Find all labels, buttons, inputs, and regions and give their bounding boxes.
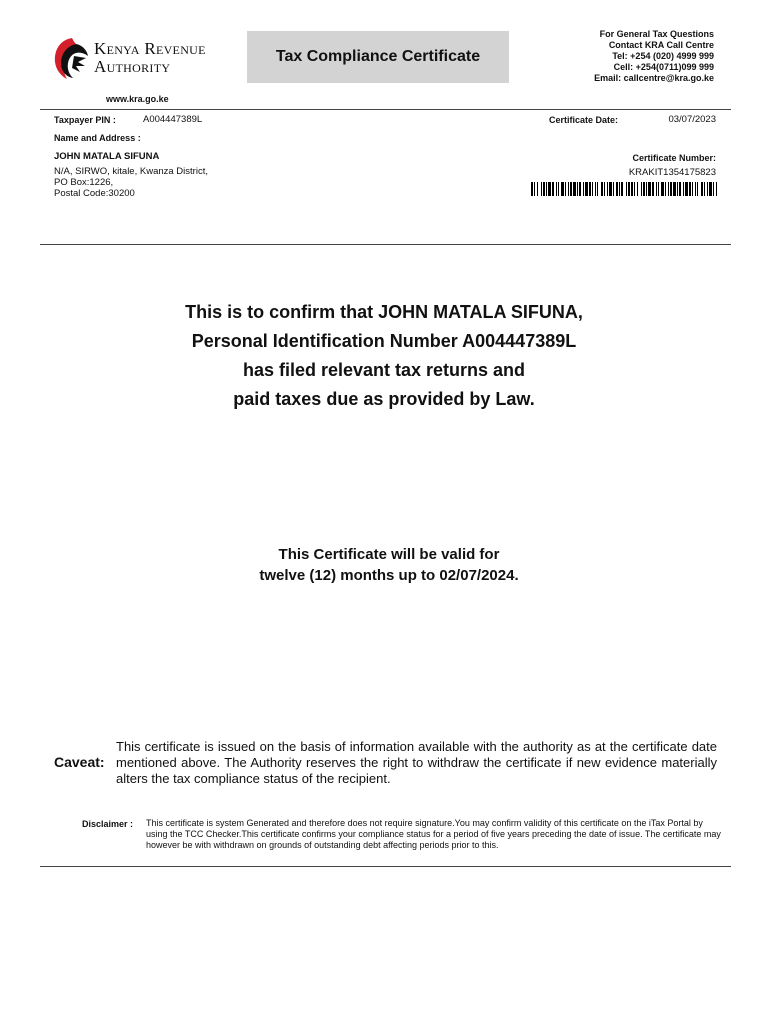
confirmation-line: Personal Identification Number A004447389L	[191, 331, 577, 351]
taxpayer-name: JOHN MATALA SIFUNA	[54, 151, 160, 162]
logo-text	[94, 40, 206, 76]
disclaimer-label: Disclaimer :	[82, 819, 134, 829]
kra-logo	[52, 36, 237, 84]
caveat-label: Caveat:	[54, 754, 105, 770]
address-line: N/A, SIRWO, kitale, Kwanza District,	[54, 166, 208, 177]
certificate-number-label: Certificate Number:	[632, 153, 716, 163]
confirmation-statement	[0, 298, 768, 414]
address-line: Postal Code:30200	[54, 188, 135, 199]
certificate-number-value: KRAKIT1354175823	[628, 167, 716, 178]
confirmation-line: paid taxes due as provided by Law.	[233, 389, 535, 409]
disclaimer-text: This certificate is system Generated and therefore does not require signature.You may confirm validity of this certificate on the iTax Portal by using the TCC Checker.This certificate confirms your compliance status for a period of five years preceding the date of issue. The certificate may however be with withdrawn on grounds of outstanding debt affecting periods prior to this.	[146, 818, 721, 850]
validity-line: twelve (12) months up to 02/07/2024.	[259, 567, 519, 584]
header-divider	[40, 109, 731, 110]
footer-divider	[40, 866, 731, 867]
validity-line: This Certificate will be valid for	[278, 546, 500, 563]
contact-info	[594, 29, 714, 84]
taxpayer-address	[54, 166, 208, 199]
caveat-text: This certificate is issued on the basis of information available with the authority as at the certificate date mentioned above. The Authority reserves the right to withdraw the certificate if new evidence materially alters the tax compliance status of the recipient.	[116, 739, 717, 786]
document-title-box	[247, 31, 509, 83]
website-link[interactable]: www.kra.go.ke	[106, 94, 169, 104]
address-line: PO Box:1226,	[54, 177, 114, 188]
confirmation-line: This is to confirm that JOHN MATALA SIFUNA,	[185, 302, 583, 322]
barcode-icon	[531, 182, 717, 196]
certificate-date-value: 03/07/2023	[668, 114, 716, 125]
org-name-line2: Authority	[94, 57, 171, 76]
contact-cell: Cell: +254(0711)099 999	[613, 62, 714, 72]
document-title: Tax Compliance Certificate	[275, 48, 481, 65]
org-name-line1: Kenya Revenue	[94, 39, 206, 58]
contact-email[interactable]: Email: callcentre@kra.go.ke	[594, 73, 714, 83]
name-address-label: Name and Address :	[54, 133, 141, 143]
certificate-date-label: Certificate Date:	[549, 115, 619, 125]
info-divider	[40, 244, 731, 245]
confirmation-line: has filed relevant tax returns and	[242, 360, 526, 380]
taxpayer-pin-value: A004447389L	[143, 114, 203, 125]
contact-phone: Tel: +254 (020) 4999 999	[612, 51, 714, 61]
contact-line: For General Tax Questions	[599, 29, 714, 39]
taxpayer-pin-label: Taxpayer PIN :	[54, 115, 116, 125]
validity-statement	[0, 544, 768, 586]
kra-lion-logo-icon	[52, 36, 90, 80]
contact-line: Contact KRA Call Centre	[608, 40, 714, 50]
